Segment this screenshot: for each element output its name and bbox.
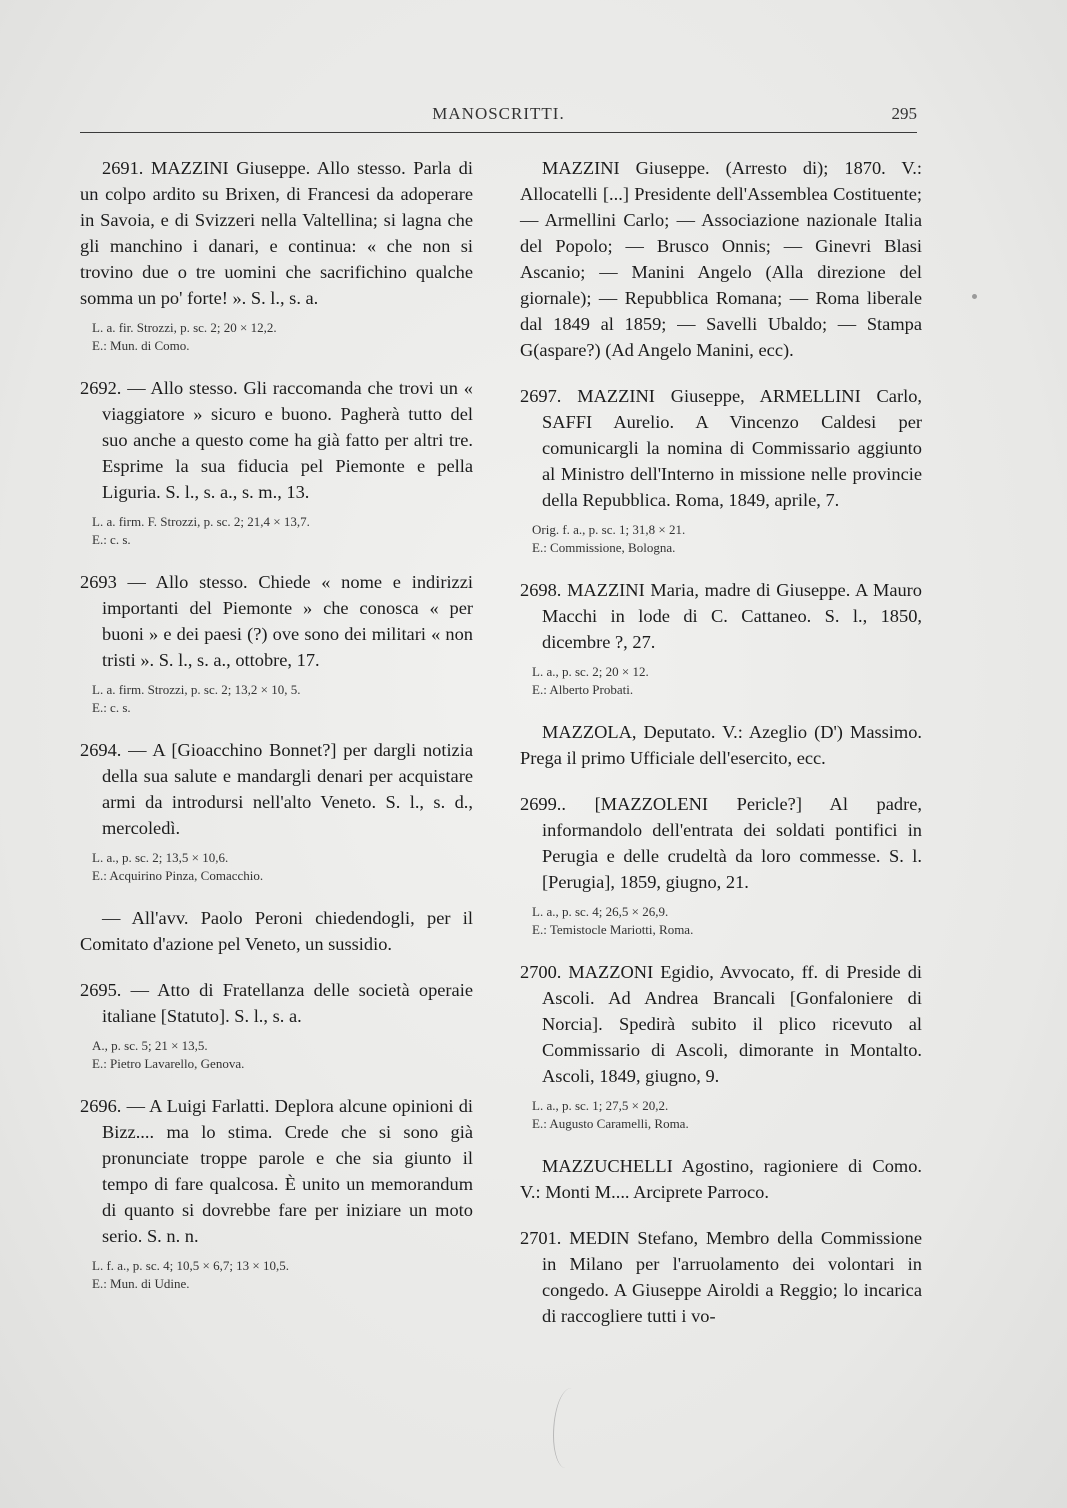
entry-text: 2696. — A Luigi Farlatti. Deplora alcune opinioni di Bizz.... ma lo stima. Crede che si sono già pronunciate troppe parole e che sia giunto il tempo di fare qualcosa. È unito un memorandum di quanto si dovrebbe fare per iniziare un moto serio. S. n. n.	[80, 1096, 473, 1246]
entry-meta	[80, 513, 473, 549]
catalog-entry-mazzuchelli	[520, 1153, 922, 1205]
entry-text: MAZZINI Giuseppe. (Arresto di); 1870. V.: Allocatelli [...] Presidente dell'Assemblea Costituente; — Armellini Carlo; — Associazione nazionale Italia del Popolo; — Brusco Onnis; — Ginevri Blasi Ascanio; — Manini Angelo (Alla direzione del giornale); — Repubblica Romana; — Roma liberale dal 1849 al 1859; — Savelli Ubaldo; — Stampa G(aspare?) (Ad Angelo Manini, ecc).	[520, 158, 922, 360]
entry-text: MAZZOLA, Deputato. V.: Azeglio (D') Massimo. Prega il primo Ufficiale dell'esercito, ecc.	[520, 722, 922, 768]
entry-owner: E.: Augusto Caramelli, Roma.	[532, 1116, 689, 1131]
running-title: MANOSCRITTI.	[432, 104, 565, 123]
left-column	[80, 155, 473, 1313]
entry-owner: E.: c. s.	[92, 700, 131, 715]
entry-meta	[80, 1037, 473, 1073]
pencil-mark	[553, 1388, 584, 1468]
entry-owner: E.: Mun. di Udine.	[92, 1276, 190, 1291]
entry-description: L. a. firm. Strozzi, p. sc. 2; 13,2 × 10, 5.	[92, 682, 301, 697]
entry-meta	[520, 521, 922, 557]
entry-description: L. a., p. sc. 1; 27,5 × 20,2.	[532, 1098, 669, 1113]
entry-text: 2697. MAZZINI Giuseppe, ARMELLINI Carlo, SAFFI Aurelio. A Vincenzo Caldesi per comunicargli la nomina di Commissario aggiunto al Ministro dell'Interno in missione nelle provincie della Repubblica. Roma, 1849, aprile, 7.	[520, 386, 922, 510]
entry-owner: E.: Pietro Lavarello, Genova.	[92, 1056, 245, 1071]
catalog-entry-mazzola	[520, 719, 922, 771]
entry-meta	[80, 1257, 473, 1293]
entry-description: A., p. sc. 5; 21 × 13,5.	[92, 1038, 208, 1053]
catalog-entry-mazzini-arresto	[520, 155, 922, 363]
entry-meta	[80, 681, 473, 717]
entry-owner: E.: Temistocle Mariotti, Roma.	[532, 922, 694, 937]
entry-meta	[520, 903, 922, 939]
catalog-entry-2692	[80, 375, 473, 549]
entry-text: 2691. MAZZINI Giuseppe. Allo stesso. Parla di un colpo ardito su Brixen, di Francesi da adoperare in Savoia, e di Svizzeri nella Valtellina; si lagna che gli manchino i danari, e continua: « che non si trovino due o tre uomini che sacrifichino qualche somma un po' forte! ». S. l., s. a.	[80, 158, 473, 308]
catalog-entry-2700	[520, 959, 922, 1133]
entry-text: 2695. — Atto di Fratellanza delle società operaie italiane [Statuto]. S. l., s. a.	[80, 980, 473, 1026]
entry-text: 2698. MAZZINI Maria, madre di Giuseppe. A Mauro Macchi in lode di C. Cattaneo. S. l., 1850, dicembre ?, 27.	[520, 580, 922, 652]
catalog-entry-2698	[520, 577, 922, 699]
entry-owner: E.: Alberto Probati.	[532, 682, 634, 697]
paper-speck	[972, 294, 977, 299]
entry-text: 2700. MAZZONI Egidio, Avvocato, ff. di Preside di Ascoli. Ad Andrea Brancali [Gonfaloniere di Norcia]. Spedirà subito il plico ricevuto al Commissario di Ascoli, dimorante in Montalto. Ascoli, 1849, giugno, 9.	[520, 962, 922, 1086]
entry-description: L. a., p. sc. 2; 20 × 12.	[532, 664, 649, 679]
entry-description: L. a. fir. Strozzi, p. sc. 2; 20 × 12,2.	[92, 320, 277, 335]
entry-description: L. a., p. sc. 2; 13,5 × 10,6.	[92, 850, 229, 865]
catalog-entry-2701	[520, 1225, 922, 1329]
entry-owner: E.: Acquirino Pinza, Comacchio.	[92, 868, 264, 883]
entry-text: MAZZUCHELLI Agostino, ragioniere di Como. V.: Monti M.... Arciprete Parroco.	[520, 1156, 922, 1202]
entry-meta	[80, 849, 473, 885]
catalog-entry-2694	[80, 737, 473, 885]
entry-text: 2692. — Allo stesso. Gli raccomanda che trovi un « viaggiatore » sicuro e buono. Pagherà tutto del suo anche a questo come ha già fatto per altri tre. Esprime la sua fiducia pel Piemonte e pella Liguria. S. l., s. a., s. m., 13.	[80, 378, 473, 502]
catalog-entry-2691	[80, 155, 473, 355]
catalog-entry-2693	[80, 569, 473, 717]
entry-description: Orig. f. a., p. sc. 1; 31,8 × 21.	[532, 522, 686, 537]
entry-description: L. a. firm. F. Strozzi, p. sc. 2; 21,4 × 13,7.	[92, 514, 310, 529]
entry-text: 2699.. [MAZZOLENI Pericle?] Al padre, informandolo dell'entrata dei soldati pontifici in Perugia e delle crudeltà da loro commesse. S. l. [Perugia], 1859, giugno, 21.	[520, 794, 922, 892]
catalog-entry-2696	[80, 1093, 473, 1293]
entry-owner: E.: Mun. di Como.	[92, 338, 190, 353]
catalog-entry-peroni	[80, 905, 473, 957]
entry-owner: E.: Commissione, Bologna.	[532, 540, 676, 555]
entry-description: L. a., p. sc. 4; 26,5 × 26,9.	[532, 904, 669, 919]
entry-owner: E.: c. s.	[92, 532, 131, 547]
entry-description: L. f. a., p. sc. 4; 10,5 × 6,7; 13 × 10,5.	[92, 1258, 290, 1273]
entry-text: 2701. MEDIN Stefano, Membro della Commissione in Milano per l'arruolamento dei volontari in congedo. A Giuseppe Airoldi a Reggio; lo incarica di raccogliere tutti i vo-	[520, 1228, 922, 1326]
entry-meta	[520, 663, 922, 699]
entry-meta	[80, 319, 473, 355]
page-header	[80, 100, 917, 133]
right-column	[520, 155, 922, 1349]
entry-text: 2694. — A [Gioacchino Bonnet?] per dargli notizia della sua salute e mandargli denari per acquistare armi da introdursi nell'alto Veneto. S. l., s. d., mercoledì.	[80, 740, 473, 838]
catalog-entry-2699	[520, 791, 922, 939]
entry-meta	[520, 1097, 922, 1133]
catalog-entry-2697	[520, 383, 922, 557]
entry-text: — All'avv. Paolo Peroni chiedendogli, per il Comitato d'azione pel Veneto, un sussidio.	[80, 908, 473, 954]
entry-text: 2693 — Allo stesso. Chiede « nome e indirizzi importanti del Piemonte » che conosca « per buoni » e dei paesi (?) ove sono dei militari « non tristi ». S. l., s. a., ottobre, 17.	[80, 572, 473, 670]
catalog-entry-2695	[80, 977, 473, 1073]
page-number: 295	[891, 104, 917, 123]
